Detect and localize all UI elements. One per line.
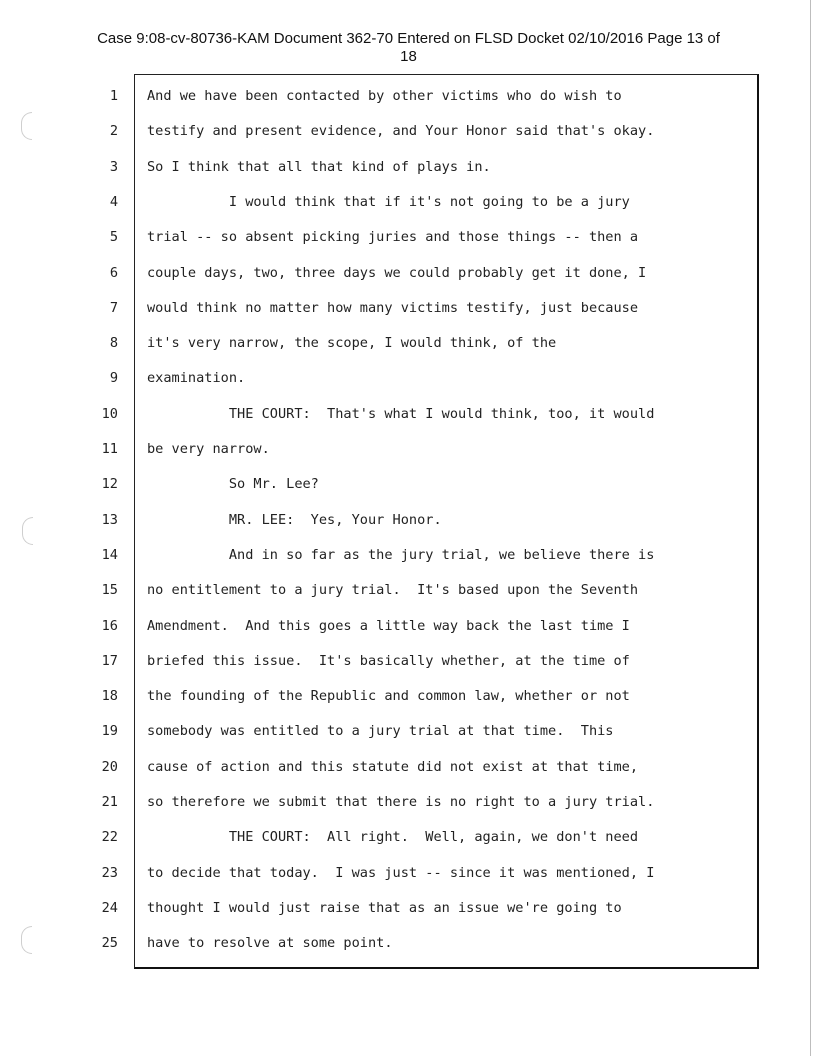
line-number: 17 [101, 652, 118, 669]
docket-header-line2: 18 [400, 48, 417, 65]
docket-header-line1: Case 9:08-cv-80736-KAM Document 362-70 Entered on FLSD Docket 02/10/2016 Page 13 of [97, 30, 720, 47]
transcript-line [0, 900, 817, 935]
line-text: it's very narrow, the scope, I would think, of the [147, 335, 557, 352]
line-number: 24 [101, 899, 118, 916]
line-text: have to resolve at some point. [147, 935, 393, 952]
transcript-line [0, 159, 817, 194]
line-text: THE COURT: That's what I would think, too, it would [147, 405, 655, 422]
line-number: 9 [109, 370, 118, 387]
line-number: 16 [101, 617, 118, 634]
transcript-line [0, 300, 817, 335]
transcript-line [0, 582, 817, 617]
transcript-line [0, 370, 817, 405]
line-text: And in so far as the jury trial, we believe there is [147, 546, 655, 563]
line-text: So I think that all that kind of plays in. [147, 158, 491, 175]
line-number: 18 [101, 688, 118, 705]
line-number: 4 [109, 193, 118, 210]
line-text: the founding of the Republic and common law, whether or not [147, 688, 630, 705]
line-number: 19 [101, 723, 118, 740]
transcript-line [0, 618, 817, 653]
line-number: 13 [101, 511, 118, 528]
line-number: 25 [101, 935, 118, 952]
transcript-line [0, 441, 817, 476]
transcript-line [0, 759, 817, 794]
transcript-line [0, 829, 817, 864]
line-number: 10 [101, 405, 118, 422]
line-text: Amendment. And this goes a little way back the last time I [147, 617, 630, 634]
line-text: examination. [147, 370, 246, 387]
transcript-line [0, 406, 817, 441]
line-text: briefed this issue. It's basically whether, at the time of [147, 652, 630, 669]
transcript-line [0, 229, 817, 264]
line-text: testify and present evidence, and Your Honor said that's okay. [147, 123, 655, 140]
transcript-line [0, 547, 817, 582]
line-text: no entitlement to a jury trial. It's based upon the Seventh [147, 582, 639, 599]
transcript-line [0, 335, 817, 370]
transcript-line [0, 88, 817, 123]
line-text: so therefore we submit that there is no right to a jury trial. [147, 794, 655, 810]
transcript-line [0, 476, 817, 511]
line-number: 12 [101, 476, 118, 493]
line-number: 2 [109, 123, 118, 140]
transcript-line [0, 265, 817, 300]
line-text: I would think that if it's not going to be a jury [147, 193, 630, 210]
line-text: couple days, two, three days we could probably get it done, I [147, 264, 647, 281]
transcript-line [0, 723, 817, 758]
line-text: thought I would just raise that as an issue we're going to [147, 899, 622, 916]
line-number: 15 [101, 582, 118, 599]
line-number: 21 [101, 794, 118, 810]
line-text: THE COURT: All right. Well, again, we don't need [147, 829, 639, 846]
transcript-line [0, 794, 817, 829]
line-text: be very narrow. [147, 441, 270, 457]
line-number: 8 [109, 335, 118, 352]
line-text: cause of action and this statute did not exist at that time, [147, 758, 639, 775]
line-number: 5 [109, 229, 118, 246]
transcript-line [0, 194, 817, 229]
transcript-line [0, 653, 817, 688]
line-number: 22 [101, 829, 118, 846]
line-text: MR. LEE: Yes, Your Honor. [147, 511, 442, 528]
line-text: to decide that today. I was just -- since it was mentioned, I [147, 864, 655, 881]
line-number: 7 [109, 299, 118, 316]
line-number: 14 [101, 546, 118, 563]
line-text: somebody was entitled to a jury trial at that time. This [147, 723, 614, 740]
line-number: 1 [109, 88, 118, 104]
transcript-line [0, 688, 817, 723]
line-text: trial -- so absent picking juries and those things -- then a [147, 229, 639, 246]
line-text: And we have been contacted by other victims who do wish to [147, 88, 622, 104]
transcript-line [0, 865, 817, 900]
line-text: would think no matter how many victims testify, just because [147, 299, 639, 316]
line-number: 11 [101, 441, 118, 457]
line-number: 6 [109, 264, 118, 281]
line-text: So Mr. Lee? [147, 476, 319, 493]
transcript-line [0, 935, 817, 970]
line-number: 3 [109, 158, 118, 175]
transcript-line [0, 512, 817, 547]
line-number: 23 [101, 864, 118, 881]
transcript-line [0, 123, 817, 158]
line-number: 20 [101, 758, 118, 775]
